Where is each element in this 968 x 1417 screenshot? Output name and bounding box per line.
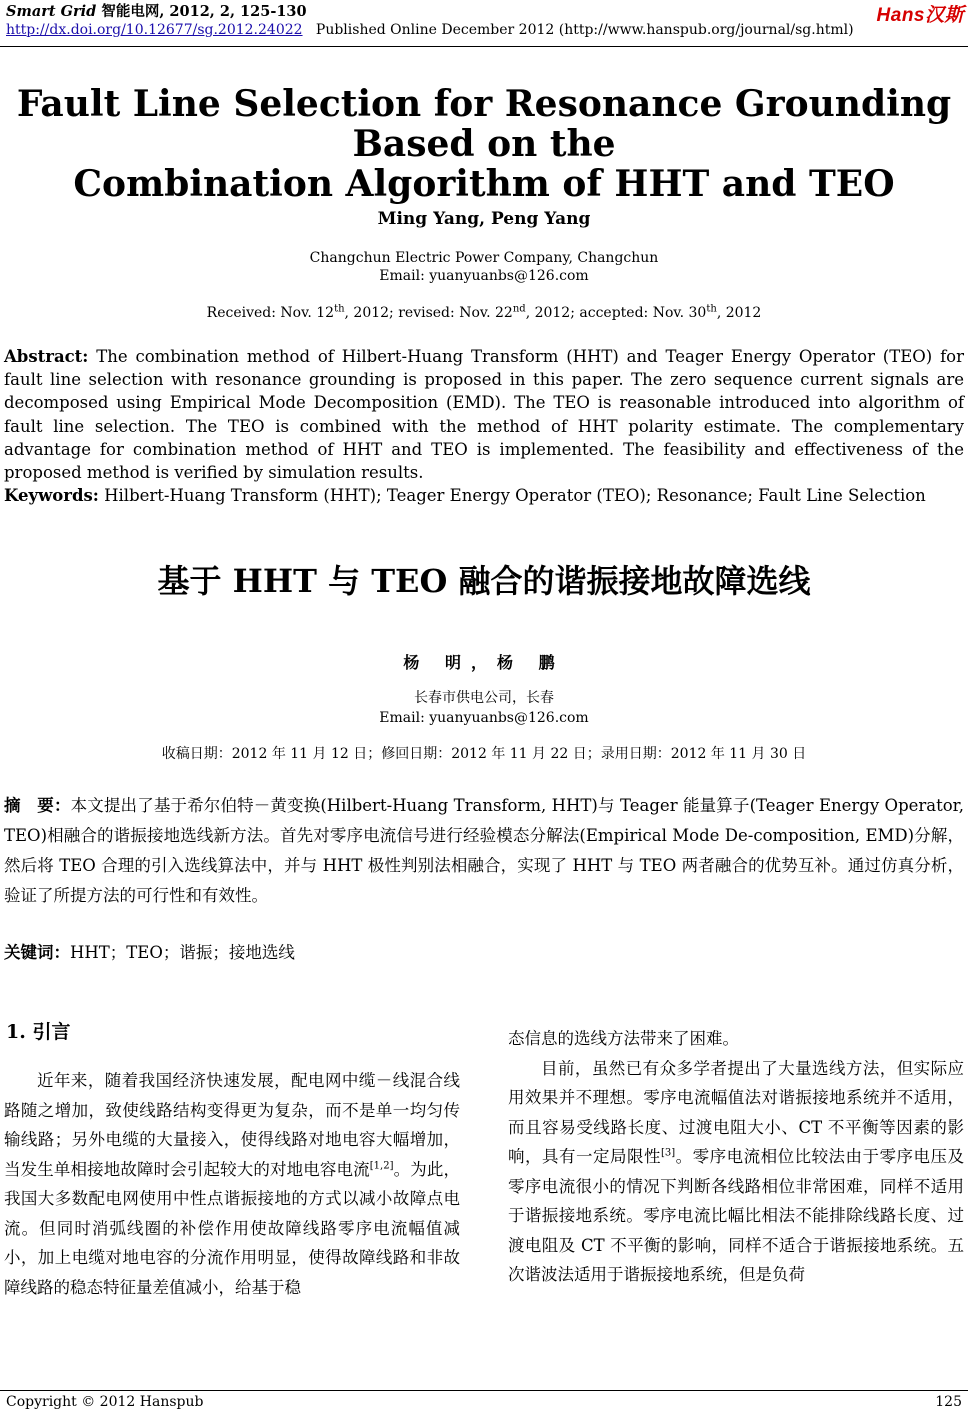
title-line-1: Fault Line Selection for Resonance Grounding Based on the <box>16 83 952 165</box>
right-paragraph: 目前，虽然已有众多学者提出了大量选线方法，但实际应用效果并不理想。零序电流幅值法对谐振接地系统并不适用，而且容易受线路长度、过渡电阻大小、CT 不平衡等因素的影响，具有一定局限性[3]。零序电流相位比较法由于零序电压及零序电流很小的情况下判断各线路相位非常困难，同样不适用于谐振接地系统。零序电流比幅比相法不能排除线路长度、过渡电阻及 CT 不平衡的影响，同样不适合于谐振接地系统。五次谐波法适用于谐振接地系统，但是负荷 <box>508 1058 965 1284</box>
published-info: Published Online December 2012 (http://www.hanspub.org/journal/sg.html) <box>315 22 854 38</box>
zh-affiliation: 长春市供电公司，长春 <box>414 690 554 706</box>
zh-email: Email: yuanyuanbs@126.com <box>379 710 589 726</box>
abstract-text: The combination method of Hilbert-Huang Transform (HHT) and Teager Energy Operator (TEO) for fault line selection with resonance grounding is proposed in this paper. The zero sequence current signals are decomposed using Empirical Mode Decomposition (EMD). The TEO is reasonable introduced into algorithm of fault line selection. The TEO is combined with the method of HHT polarity estimate. The complementary advantage for combination method of HHT and TEO is implemented. The feasibility and effectiveness of the proposed method is verified by simulation results. <box>4 347 964 483</box>
citation: [3] <box>660 1147 676 1159</box>
right-column <box>508 1024 964 1290</box>
title-line-2: Combination Algorithm of HHT and TEO <box>73 163 895 205</box>
zh-title: 基于 HHT 与 TEO 融合的谐振接地故障选线 <box>157 562 811 600</box>
copyright: Copyright © 2012 Hanspub <box>6 1394 204 1410</box>
email: Email: yuanyuanbs@126.com <box>379 268 589 284</box>
right-paragraph-cont: 态信息的选线方法带来了困难。 <box>508 1029 739 1048</box>
footer-rule <box>0 1390 968 1391</box>
page-number: 125 <box>935 1394 962 1410</box>
zh-dates: 收稿日期：2012 年 11 月 12 日；修回日期：2012 年 11 月 22 日；录用日期：2012 年 11 月 30 日 <box>161 746 807 762</box>
zh-abstract-text: 本文提出了基于希尔伯特－黄变换(Hilbert-Huang Transform, HHT)与 Teager 能量算子(Teager Energy Operator, TEO)相融合的谐振接地选线新方法。首先对零序电流信号进行经验模态分解法(Empirical Mode De-composition, EMD)分解，然后将 TEO 合理的引入选线算法中，并与 HHT 极性判别法相融合，实现了 HHT 与 TEO 两者融合的优势互补。通过仿真分析，验证了所提方法的可行性和有效性。 <box>4 796 965 905</box>
journal-header <box>6 0 307 21</box>
zh-keywords-text: HHT；TEO；谐振；接地选线 <box>70 943 295 962</box>
affiliation: Changchun Electric Power Company, Changchun <box>309 250 659 266</box>
zh-keywords <box>4 938 964 968</box>
section-heading: 1. 引言 <box>6 1021 71 1043</box>
citation: [1,2] <box>369 1160 394 1171</box>
journal-name: Smart Grid <box>6 3 97 20</box>
zh-authors: 杨 明，杨 鹏 <box>403 653 565 672</box>
keywords-text: Hilbert-Huang Transform (HHT); Teager Energy Operator (TEO); Resonance; Fault Line Selection <box>98 486 926 505</box>
doi-link[interactable]: http://dx.doi.org/10.12677/sg.2012.24022 <box>6 22 303 38</box>
abstract <box>4 345 964 484</box>
hans-logo: Hans汉斯 <box>876 5 964 26</box>
zh-abstract-label: 摘 要： <box>4 796 71 815</box>
journal-cn-info: 智能电网, 2012, 2, 125-130 <box>101 3 307 20</box>
zh-abstract <box>4 791 964 911</box>
keywords-label: Keywords: <box>4 486 99 505</box>
keywords <box>4 484 964 507</box>
header-rule <box>0 46 968 47</box>
authors: Ming Yang, Peng Yang <box>377 209 591 229</box>
left-column <box>4 1066 460 1302</box>
paper-title <box>0 84 968 204</box>
left-paragraph: 近年来，随着我国经济快速发展，配电网中缆－线混合线路随之增加，致使线路结构变得更为复杂，而不是单一均匀传输线路；另外电缆的大量接入，使得线路对地电容大幅增加，当发生单相接地故障时会引起较大的对地电容电流[1,2]。为此，我国大多数配电网使用中性点谐振接地的方式以减小故障点电流。但同时消弧线圈的补偿作用使故障线路零序电流幅值减小，加上电缆对地电容的分流作用明显，使得故障线路和非故障线路的稳态特征量差值减小，给基于稳 <box>4 1071 461 1297</box>
doi-line <box>6 22 854 38</box>
abstract-label: Abstract: <box>4 347 89 366</box>
dates: Received: Nov. 12th, 2012; revised: Nov. 22nd, 2012; accepted: Nov. 30th, 2012 <box>206 303 762 321</box>
zh-keywords-label: 关键词： <box>4 943 70 962</box>
